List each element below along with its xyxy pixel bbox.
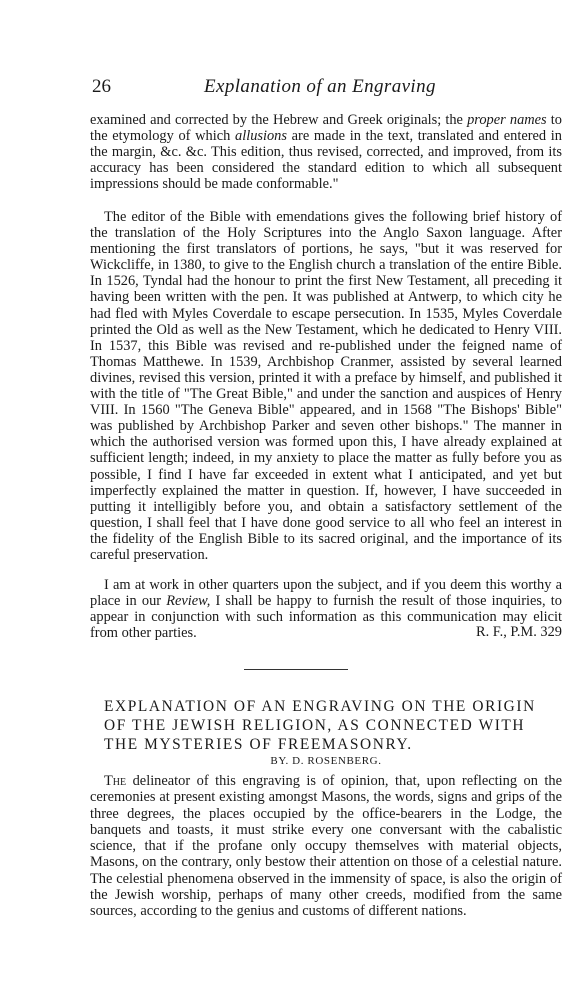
italic-run: proper names [467, 112, 547, 128]
italic-run: allusions [235, 128, 287, 145]
letter-signature: R. F., P.M. 329 [475, 624, 562, 640]
letter-paragraph-1 [90, 112, 562, 192]
article-byline: BY. D. ROSENBERG. [270, 755, 382, 767]
italic-run: Review, [166, 593, 211, 610]
article-title: EXPLANATION OF AN ENGRAVING ON THE ORIGIN OF THE JEWISH RELIGION, AS CONNECTED WITH THE MYSTERIES OF FREEMASONRY. [104, 698, 536, 753]
text-run: I shall be happy to furnish the result of those inquiries, to appear in conjunction with such information as this communication may elicit from other parties. [90, 593, 562, 642]
letter-paragraph-2 [90, 209, 562, 563]
text-run: to the etymology of which [90, 112, 562, 145]
paragraph-text: The editor of the Bible with emendations gives the following brief history of the translation of the Holy Scriptures into the Anglo Saxon language. After mentioning the first translators of portions, he says, "but it was reserved for Wickcliffe, in 1380, to give to the English church a translation of the entire Bible. In 1526, Tyndal had the honour to print the first New Testament, all preceding it having been written with the pen. It was published at Antwerp, to which city he had fled with Myles Coverdale to escape persecution. In 1535, Myles Coverdale printed the Old as well as the New Testament, which he dedicated to Henry VIII. In 1537, this Bible was revised and re-published under the feigned name of Thomas Matthewe. In 1539, Archbishop Cranmer, assisted by several learned divines, revised this version, printed it with a preface by himself, and published it with the title of "The Great Bible," and under the sanction and auspices of Henry VIII. In 1560 "The Geneva Bible" appeared, and in 1568 "The Bishops' Bible" was published by Archbishop Parker and seven other bishops." The manner in which the authorised version was formed upon this, I have already explained at sufficient length; indeed, in my anxiety to place the matter as fully before you as possible, I find I have far exceeded in extent what I anticipated, and yet but imperfectly explained the matter in question. If, however, I have succeeded in putting it intelligibly before you, and obtain a satisfactory settlement of the question, I shall feel that I have done good service to all who feel an interest in the fidelity of the English Bible to its sacred original, and the importance of its careful preservation. [90, 209, 562, 563]
article-body-text: delineator of this engraving is of opinion, that, upon reflecting on the ceremonies at present existing amongst Masons, the words, signs and grips of the three degrees, the places occupied by the office-bearers in the Lodge, the banquets and toasts, it must strike every one conversant with the cabalistic science, that if the profane only occupy themselves with material objects, Masons, on the contrary, only bestow their attention on those of a celestial nature. The celestial phenomena observed in the immensity of space, is also the origin of the Jewish worship, perhaps of many other creeds, modified from the same sources, according to the genius and customs of different nations. [90, 773, 562, 920]
text-run: are made in the text, translated and entered in the margin, &c. &c. This edition, thus revised, corrected, and improved, from its accuracy has been considered the standard edition to which all subsequent impressions should be made conformable." [90, 128, 562, 193]
page-header [92, 76, 562, 100]
section-divider [244, 669, 348, 670]
text-run: I am at work in other quarters upon the subject, and if you deem this worthy a place in our [90, 577, 562, 610]
text-run: examined and corrected by the Hebrew and Greek originals; the [90, 112, 468, 128]
lead-word: The [104, 773, 127, 789]
article-body [90, 773, 562, 920]
page-number: 26 [92, 76, 111, 97]
running-head: Explanation of an Engraving [204, 76, 436, 97]
